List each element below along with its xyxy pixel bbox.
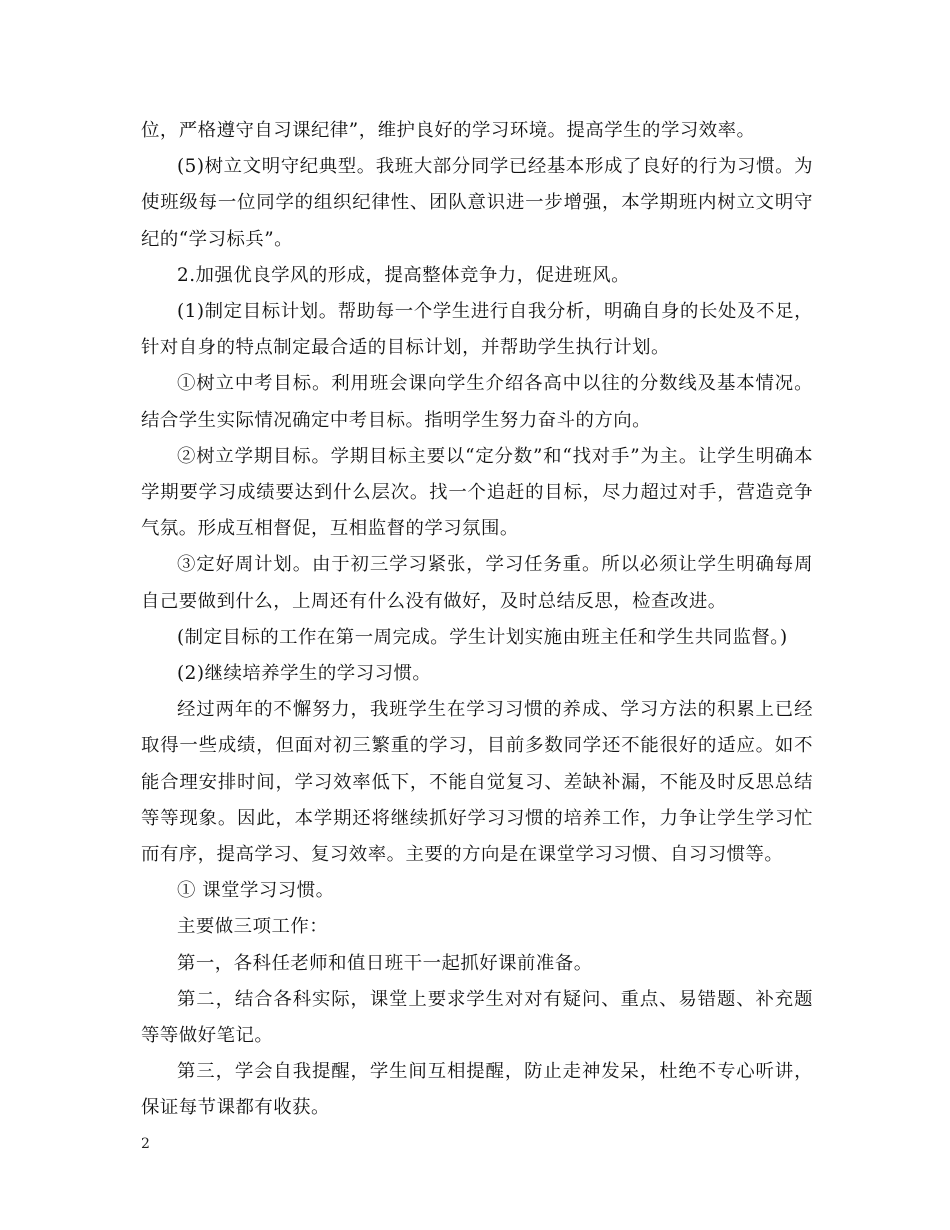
page-number: 2 bbox=[141, 1136, 150, 1152]
paragraph: (5)树立文明守纪典型。我班大部分同学已经基本形成了良好的行为习惯。为使班级每一位同学的组织纪律性、团队意识进一步增强，本学期班内树立文明守纪的“学习标兵”。 bbox=[141, 156, 813, 250]
paragraph: ③定好周计划。由于初三学习紧张，学习任务重。所以必须让学生明确每周自己要做到什么，上周还有什么没有做好，及时总结反思，检查改进。 bbox=[141, 554, 813, 612]
paragraph: ① 课堂学习习惯。 bbox=[177, 880, 335, 902]
paragraph: 第二，结合各科实际，课堂上要求学生对对有疑问、重点、易错题、补充题等等做好笔记。 bbox=[141, 988, 813, 1047]
paragraph: ①树立中考目标。利用班会课向学生介绍各高中以往的分数线及基本情况。结合学生实际情况确定中考目标。指明学生努力奋斗的方向。 bbox=[141, 373, 813, 431]
paragraph: (2)继续培养学生的学习习惯。 bbox=[177, 663, 432, 685]
paragraph: ②树立学期目标。学期目标主要以“定分数”和“找对手”为主。让学生明确本学期要学习成绩要达到什么层次。找一个追赶的目标，尽力超过对手，营造竞争气氛。形成互相督促，互相监督的学习氛围。 bbox=[141, 445, 813, 540]
paragraph: 主要做三项工作： bbox=[177, 916, 329, 938]
paragraph: 经过两年的不懈努力，我班学生在学习习惯的养成、学习方法的积累上已经取得一些成绩，但面对初三繁重的学习，目前多数同学还不能很好的适应。如不能合理安排时间，学习效率低下，不能自觉复习、差缺补漏，不能及时反思总结等等现象。因此，本学期还将继续抓好学习习惯的培养工作，力争让学生学习忙而有序，提高学习、复习效率。主要的方向是在课堂学习习惯、自习习惯等。 bbox=[141, 699, 813, 866]
paragraph: 第三，学会自我提醒，学生间互相提醒，防止走神发呆，杜绝不专心听讲，保证每节课都有收获。 bbox=[141, 1061, 813, 1119]
paragraph: 位，严格遵守自习课纪律”，维护良好的学习环境。提高学生的学习效率。 bbox=[141, 120, 756, 141]
paragraph: (制定目标的工作在第一周完成。学生计划实施由班主任和学生共同监督。) bbox=[177, 626, 788, 648]
paragraph: (1)制定目标计划。帮助每一个学生进行自我分析，明确自身的长处及不足，针对自身的特点制定最合适的目标计划，并帮助学生执行计划。 bbox=[141, 301, 813, 359]
paragraph: 第一，各科任老师和值日班干一起抓好课前准备。 bbox=[177, 952, 593, 974]
paragraph: 2.加强优良学风的形成，提高整体竞争力，促进班风。 bbox=[177, 264, 631, 286]
document-body bbox=[141, 113, 813, 1127]
